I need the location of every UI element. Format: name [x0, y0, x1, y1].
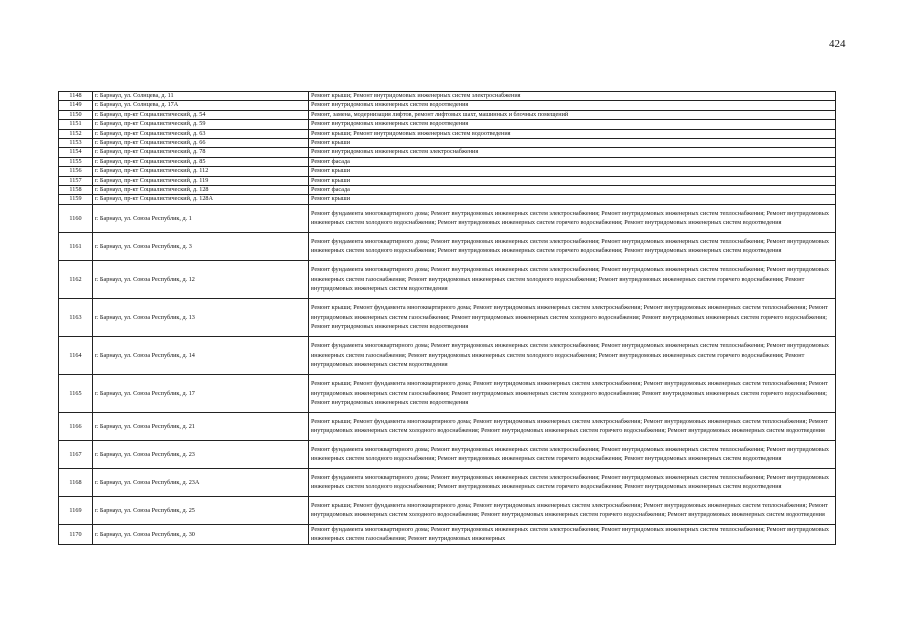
address-cell: г. Барнаул, ул. Союза Республик, д. 17	[93, 374, 309, 412]
row-number-cell: 1148	[59, 92, 93, 101]
row-number-cell: 1153	[59, 139, 93, 148]
row-number-cell: 1162	[59, 260, 93, 298]
address-cell: г. Барнаул, пр-кт Социалистический, д. 66	[93, 139, 309, 148]
table-row	[59, 110, 836, 119]
works-cell: Ремонт внутридомовых инженерных систем водоотведения	[309, 101, 836, 110]
table-row	[59, 440, 836, 468]
table-row	[59, 232, 836, 260]
works-cell: Ремонт фундамента многоквартирного дома; Ремонт внутридомовых инженерных систем электроснабжения; Ремонт внутридомовых инженерных систем теплоснабжения; Ремонт внутридомовых инженерных систем газоснабжения; Ремонт внутридомовых инженерных систем холодного водоснабжения; Ремонт внутридомовых инженерных систем горячего водоснабжения; Ремонт внутридомовых инженерных систем водоотведения	[309, 260, 836, 298]
table-row	[59, 468, 836, 496]
works-cell: Ремонт крыши; Ремонт фундамента многоквартирного дома; Ремонт внутридомовых инженерных систем электроснабжения; Ремонт внутридомовых инженерных систем теплоснабжения; Ремонт внутридомовых инженерных систем газоснабжения; Ремонт внутридомовых инженерных систем холодного водоснабжения; Ремонт внутридомовых инженерных систем горячего водоснабжения; Ремонт внутридомовых инженерных систем водоотведения	[309, 374, 836, 412]
row-number-cell: 1163	[59, 298, 93, 336]
table-row	[59, 120, 836, 129]
table-row	[59, 167, 836, 176]
row-number-cell: 1169	[59, 496, 93, 524]
page-number: 424	[829, 38, 846, 50]
address-cell: г. Барнаул, ул. Союза Республик, д. 30	[93, 524, 309, 544]
works-cell: Ремонт крыши	[309, 139, 836, 148]
works-cell: Ремонт фундамента многоквартирного дома; Ремонт внутридомовых инженерных систем электроснабжения; Ремонт внутридомовых инженерных систем теплоснабжения; Ремонт внутридомовых инженерных систем газоснабжения; Ремонт внутридомовых инженерных систем холодного водоснабжения; Ремонт внутридомовых инженерных систем горячего водоснабжения; Ремонт внутридомовых инженерных систем водоотведения	[309, 336, 836, 374]
row-number-cell: 1170	[59, 524, 93, 544]
address-cell: г. Барнаул, пр-кт Социалистический, д. 128А	[93, 195, 309, 204]
table-row	[59, 186, 836, 195]
table-row	[59, 101, 836, 110]
address-cell: г. Барнаул, пр-кт Социалистический, д. 119	[93, 176, 309, 185]
works-cell: Ремонт крыши	[309, 176, 836, 185]
row-number-cell: 1159	[59, 195, 93, 204]
works-cell: Ремонт фундамента многоквартирного дома; Ремонт внутридомовых инженерных систем электроснабжения; Ремонт внутридомовых инженерных систем теплоснабжения; Ремонт внутридомовых инженерных систем холодного водоснабжения; Ремонт внутридомовых инженерных систем горячего водоснабжения; Ремонт внутридомовых инженерных систем водоотведения	[309, 440, 836, 468]
address-cell: г. Барнаул, пр-кт Социалистический, д. 112	[93, 167, 309, 176]
row-number-cell: 1164	[59, 336, 93, 374]
row-number-cell: 1149	[59, 101, 93, 110]
table-row	[59, 92, 836, 101]
works-cell: Ремонт фасада	[309, 186, 836, 195]
works-cell: Ремонт фундамента многоквартирного дома; Ремонт внутридомовых инженерных систем электроснабжения; Ремонт внутридомовых инженерных систем теплоснабжения; Ремонт внутридомовых инженерных систем холодного водоснабжения; Ремонт внутридомовых инженерных систем горячего водоснабжения; Ремонт внутридомовых инженерных систем водоотведения	[309, 468, 836, 496]
works-cell: Ремонт, замена, модернизация лифтов, ремонт лифтовых шахт, машинных и блочных помещений	[309, 110, 836, 119]
address-cell: г. Барнаул, ул. Союза Республик, д. 13	[93, 298, 309, 336]
works-cell: Ремонт фасада	[309, 157, 836, 166]
address-cell: г. Барнаул, ул. Солнцева, д. 17А	[93, 101, 309, 110]
row-number-cell: 1168	[59, 468, 93, 496]
works-cell: Ремонт фундамента многоквартирного дома; Ремонт внутридомовых инженерных систем электроснабжения; Ремонт внутридомовых инженерных систем теплоснабжения; Ремонт внутридомовых инженерных систем холодного водоснабжения; Ремонт внутридомовых инженерных систем горячего водоснабжения; Ремонт внутридомовых инженерных систем водоотведения	[309, 232, 836, 260]
table-row	[59, 412, 836, 440]
address-cell: г. Барнаул, пр-кт Социалистический, д. 59	[93, 120, 309, 129]
address-cell: г. Барнаул, ул. Союза Республик, д. 14	[93, 336, 309, 374]
table-row	[59, 204, 836, 232]
row-number-cell: 1157	[59, 176, 93, 185]
address-cell: г. Барнаул, ул. Союза Республик, д. 23	[93, 440, 309, 468]
table-body	[59, 92, 836, 545]
address-cell: г. Барнаул, ул. Союза Республик, д. 1	[93, 204, 309, 232]
works-cell: Ремонт внутридомовых инженерных систем электроснабжения	[309, 148, 836, 157]
works-cell: Ремонт крыши; Ремонт внутридомовых инженерных систем электроснабжения	[309, 92, 836, 101]
works-cell: Ремонт крыши; Ремонт внутридомовых инженерных систем водоотведения	[309, 129, 836, 138]
address-cell: г. Барнаул, пр-кт Социалистический, д. 78	[93, 148, 309, 157]
row-number-cell: 1152	[59, 129, 93, 138]
works-cell: Ремонт фундамента многоквартирного дома; Ремонт внутридомовых инженерных систем электроснабжения; Ремонт внутридомовых инженерных систем теплоснабжения; Ремонт внутридомовых инженерных систем холодного водоснабжения; Ремонт внутридомовых инженерных систем горячего водоснабжения; Ремонт внутридомовых инженерных систем водоотведения	[309, 204, 836, 232]
table-row	[59, 129, 836, 138]
table-row	[59, 176, 836, 185]
row-number-cell: 1161	[59, 232, 93, 260]
table-row	[59, 139, 836, 148]
table-row	[59, 298, 836, 336]
row-number-cell: 1156	[59, 167, 93, 176]
address-cell: г. Барнаул, пр-кт Социалистический, д. 54	[93, 110, 309, 119]
works-cell: Ремонт крыши; Ремонт фундамента многоквартирного дома; Ремонт внутридомовых инженерных систем электроснабжения; Ремонт внутридомовых инженерных систем теплоснабжения; Ремонт внутридомовых инженерных систем газоснабжения; Ремонт внутридомовых инженерных систем холодного водоснабжения; Ремонт внутридомовых инженерных систем горячего водоснабжения; Ремонт внутридомовых инженерных систем водоотведения	[309, 298, 836, 336]
works-cell: Ремонт крыши	[309, 195, 836, 204]
row-number-cell: 1166	[59, 412, 93, 440]
address-cell: г. Барнаул, ул. Союза Республик, д. 23А	[93, 468, 309, 496]
table-row	[59, 260, 836, 298]
works-cell: Ремонт крыши	[309, 167, 836, 176]
row-number-cell: 1158	[59, 186, 93, 195]
address-cell: г. Барнаул, пр-кт Социалистический, д. 128	[93, 186, 309, 195]
repair-list-table	[58, 91, 836, 545]
row-number-cell: 1165	[59, 374, 93, 412]
address-cell: г. Барнаул, пр-кт Социалистический, д. 63	[93, 129, 309, 138]
address-cell: г. Барнаул, ул. Союза Республик, д. 3	[93, 232, 309, 260]
row-number-cell: 1167	[59, 440, 93, 468]
row-number-cell: 1160	[59, 204, 93, 232]
table-row	[59, 195, 836, 204]
works-cell: Ремонт крыши; Ремонт фундамента многоквартирного дома; Ремонт внутридомовых инженерных систем электроснабжения; Ремонт внутридомовых инженерных систем теплоснабжения; Ремонт внутридомовых инженерных систем холодного водоснабжения; Ремонт внутридомовых инженерных систем горячего водоснабжения; Ремонт внутридомовых инженерных систем водоотведения	[309, 412, 836, 440]
table-row	[59, 157, 836, 166]
address-cell: г. Барнаул, ул. Союза Республик, д. 25	[93, 496, 309, 524]
row-number-cell: 1150	[59, 110, 93, 119]
works-cell: Ремонт внутридомовых инженерных систем водоотведения	[309, 120, 836, 129]
address-cell: г. Барнаул, ул. Союза Республик, д. 12	[93, 260, 309, 298]
table-row	[59, 524, 836, 544]
table-row	[59, 374, 836, 412]
table-row	[59, 336, 836, 374]
works-cell: Ремонт крыши; Ремонт фундамента многоквартирного дома; Ремонт внутридомовых инженерных систем электроснабжения; Ремонт внутридомовых инженерных систем теплоснабжения; Ремонт внутридомовых инженерных систем холодного водоснабжения; Ремонт внутридомовых инженерных систем горячего водоснабжения; Ремонт внутридомовых инженерных систем водоотведения	[309, 496, 836, 524]
table-row	[59, 148, 836, 157]
table-row	[59, 496, 836, 524]
works-cell: Ремонт фундамента многоквартирного дома; Ремонт внутридомовых инженерных систем электроснабжения; Ремонт внутридомовых инженерных систем теплоснабжения; Ремонт внутридомовых инженерных систем газоснабжения; Ремонт внутридомовых инженерных	[309, 524, 836, 544]
row-number-cell: 1154	[59, 148, 93, 157]
address-cell: г. Барнаул, пр-кт Социалистический, д. 85	[93, 157, 309, 166]
address-cell: г. Барнаул, ул. Солнцева, д. 11	[93, 92, 309, 101]
row-number-cell: 1151	[59, 120, 93, 129]
row-number-cell: 1155	[59, 157, 93, 166]
address-cell: г. Барнаул, ул. Союза Республик, д. 21	[93, 412, 309, 440]
